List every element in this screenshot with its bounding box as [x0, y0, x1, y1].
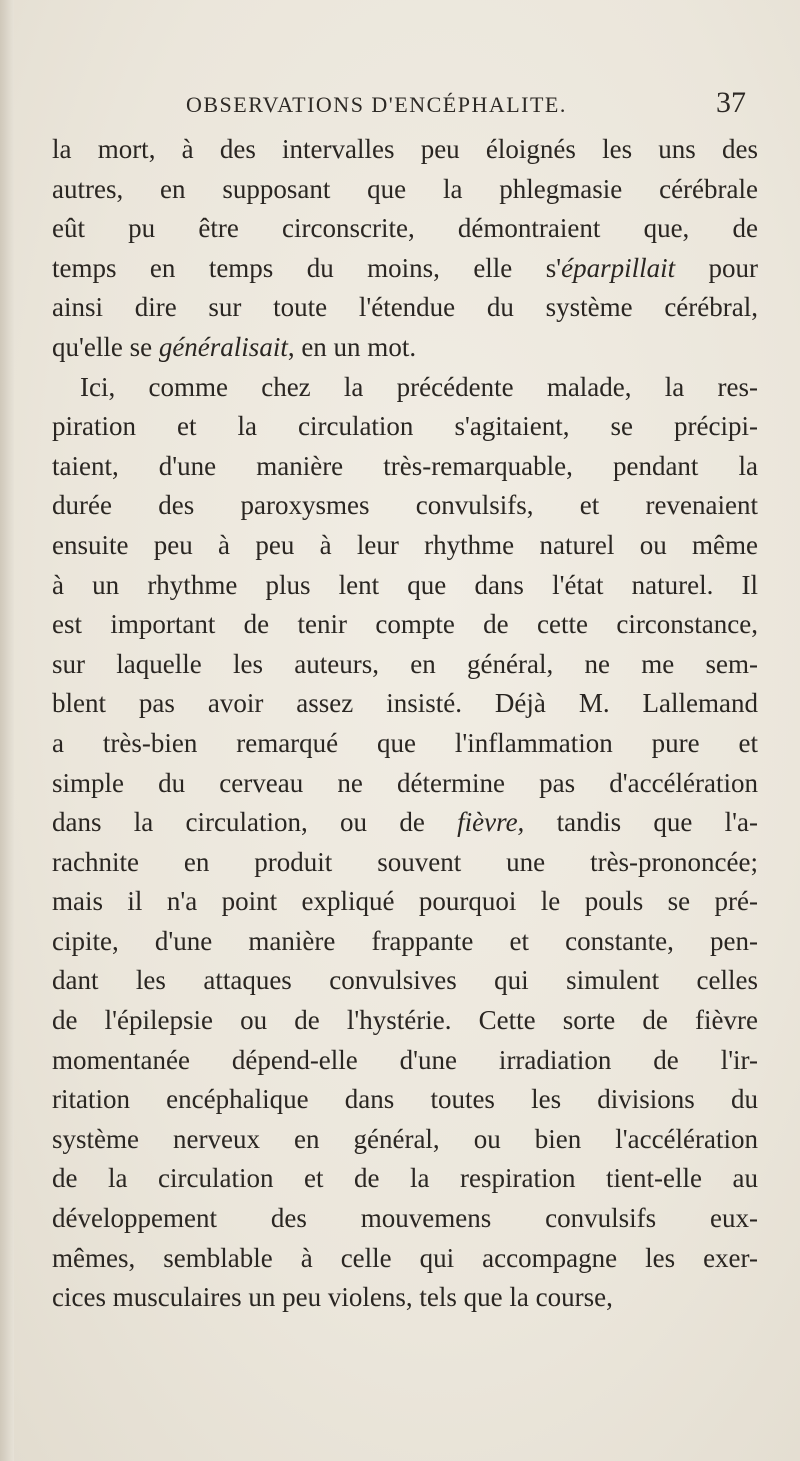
text-line: mais il n'a point expliqué pourquoi le pouls se pré- — [52, 886, 758, 917]
text-line: ainsi dire sur toute l'étendue du système cérébral, — [52, 292, 758, 323]
text-line: de la circulation et de la respiration tient-elle au — [52, 1163, 758, 1194]
running-title: OBSERVATIONS D'ENCÉPHALITE. — [186, 92, 567, 117]
text-line: temps en temps du moins, elle s'éparpillait pour — [52, 252, 759, 283]
text-line: est important de tenir compte de cette circonstance, — [52, 609, 758, 640]
body-text — [52, 130, 758, 1318]
text-line: ensuite peu à peu à leur rhythme naturel ou même — [52, 529, 758, 560]
italic-emphasis: généralisait — [158, 331, 288, 362]
text-line: ritation encéphalique dans toutes les divisions du — [52, 1084, 758, 1115]
page-number: 37 — [716, 86, 746, 119]
text-line: simple du cerveau ne détermine pas d'accélération — [52, 767, 758, 798]
text-line: blent pas avoir assez insisté. Déjà M. Lallemand — [52, 688, 758, 719]
text-line: mêmes, semblable à celle qui accompagne les exer- — [52, 1242, 758, 1273]
text-line: dans la circulation, ou de fièvre, tandis que l'a- — [52, 807, 758, 838]
text-line: eût pu être circonscrite, démontraient que, de — [52, 213, 758, 244]
page-edge-shadow — [0, 0, 14, 1461]
text-line: dant les attaques convulsives qui simulent celles — [52, 965, 758, 996]
text-line: cipite, d'une manière frappante et constante, pen- — [52, 925, 758, 956]
text-line: sur laquelle les auteurs, en général, ne me sem- — [52, 648, 758, 679]
text-line: durée des paroxysmes convulsifs, et revenaient — [52, 490, 758, 521]
text-line: qu'elle se généralisait, en un mot. — [52, 331, 417, 362]
text-line: à un rhythme plus lent que dans l'état naturel. Il — [52, 569, 758, 600]
text-line: piration et la circulation s'agitaient, se précipi- — [52, 411, 758, 442]
text-line: système nerveux en général, ou bien l'accélération — [52, 1123, 758, 1154]
text-line: rachnite en produit souvent une très-prononcée; — [52, 846, 758, 877]
page-header — [186, 86, 746, 126]
text-line: développement des mouvemens convulsifs eux- — [52, 1203, 758, 1234]
text-line: Ici, comme chez la précédente malade, la res- — [80, 371, 758, 402]
italic-emphasis: éparpillait — [561, 252, 676, 283]
text-line: de l'épilepsie ou de l'hystérie. Cette sorte de fièvre — [52, 1005, 758, 1036]
text-line: a très-bien remarqué que l'inflammation pure et — [52, 727, 758, 758]
text-line: cices musculaires un peu violens, tels que la course, — [52, 1282, 613, 1313]
text-line: autres, en supposant que la phlegmasie cérébrale — [52, 173, 758, 204]
text-line: taient, d'une manière très-remarquable, pendant la — [52, 450, 758, 481]
italic-emphasis: fièvre, — [457, 807, 525, 838]
text-line: momentanée dépend-elle d'une irradiation de l'ir- — [52, 1044, 758, 1075]
text-line: la mort, à des intervalles peu éloignés les uns des — [52, 134, 758, 164]
